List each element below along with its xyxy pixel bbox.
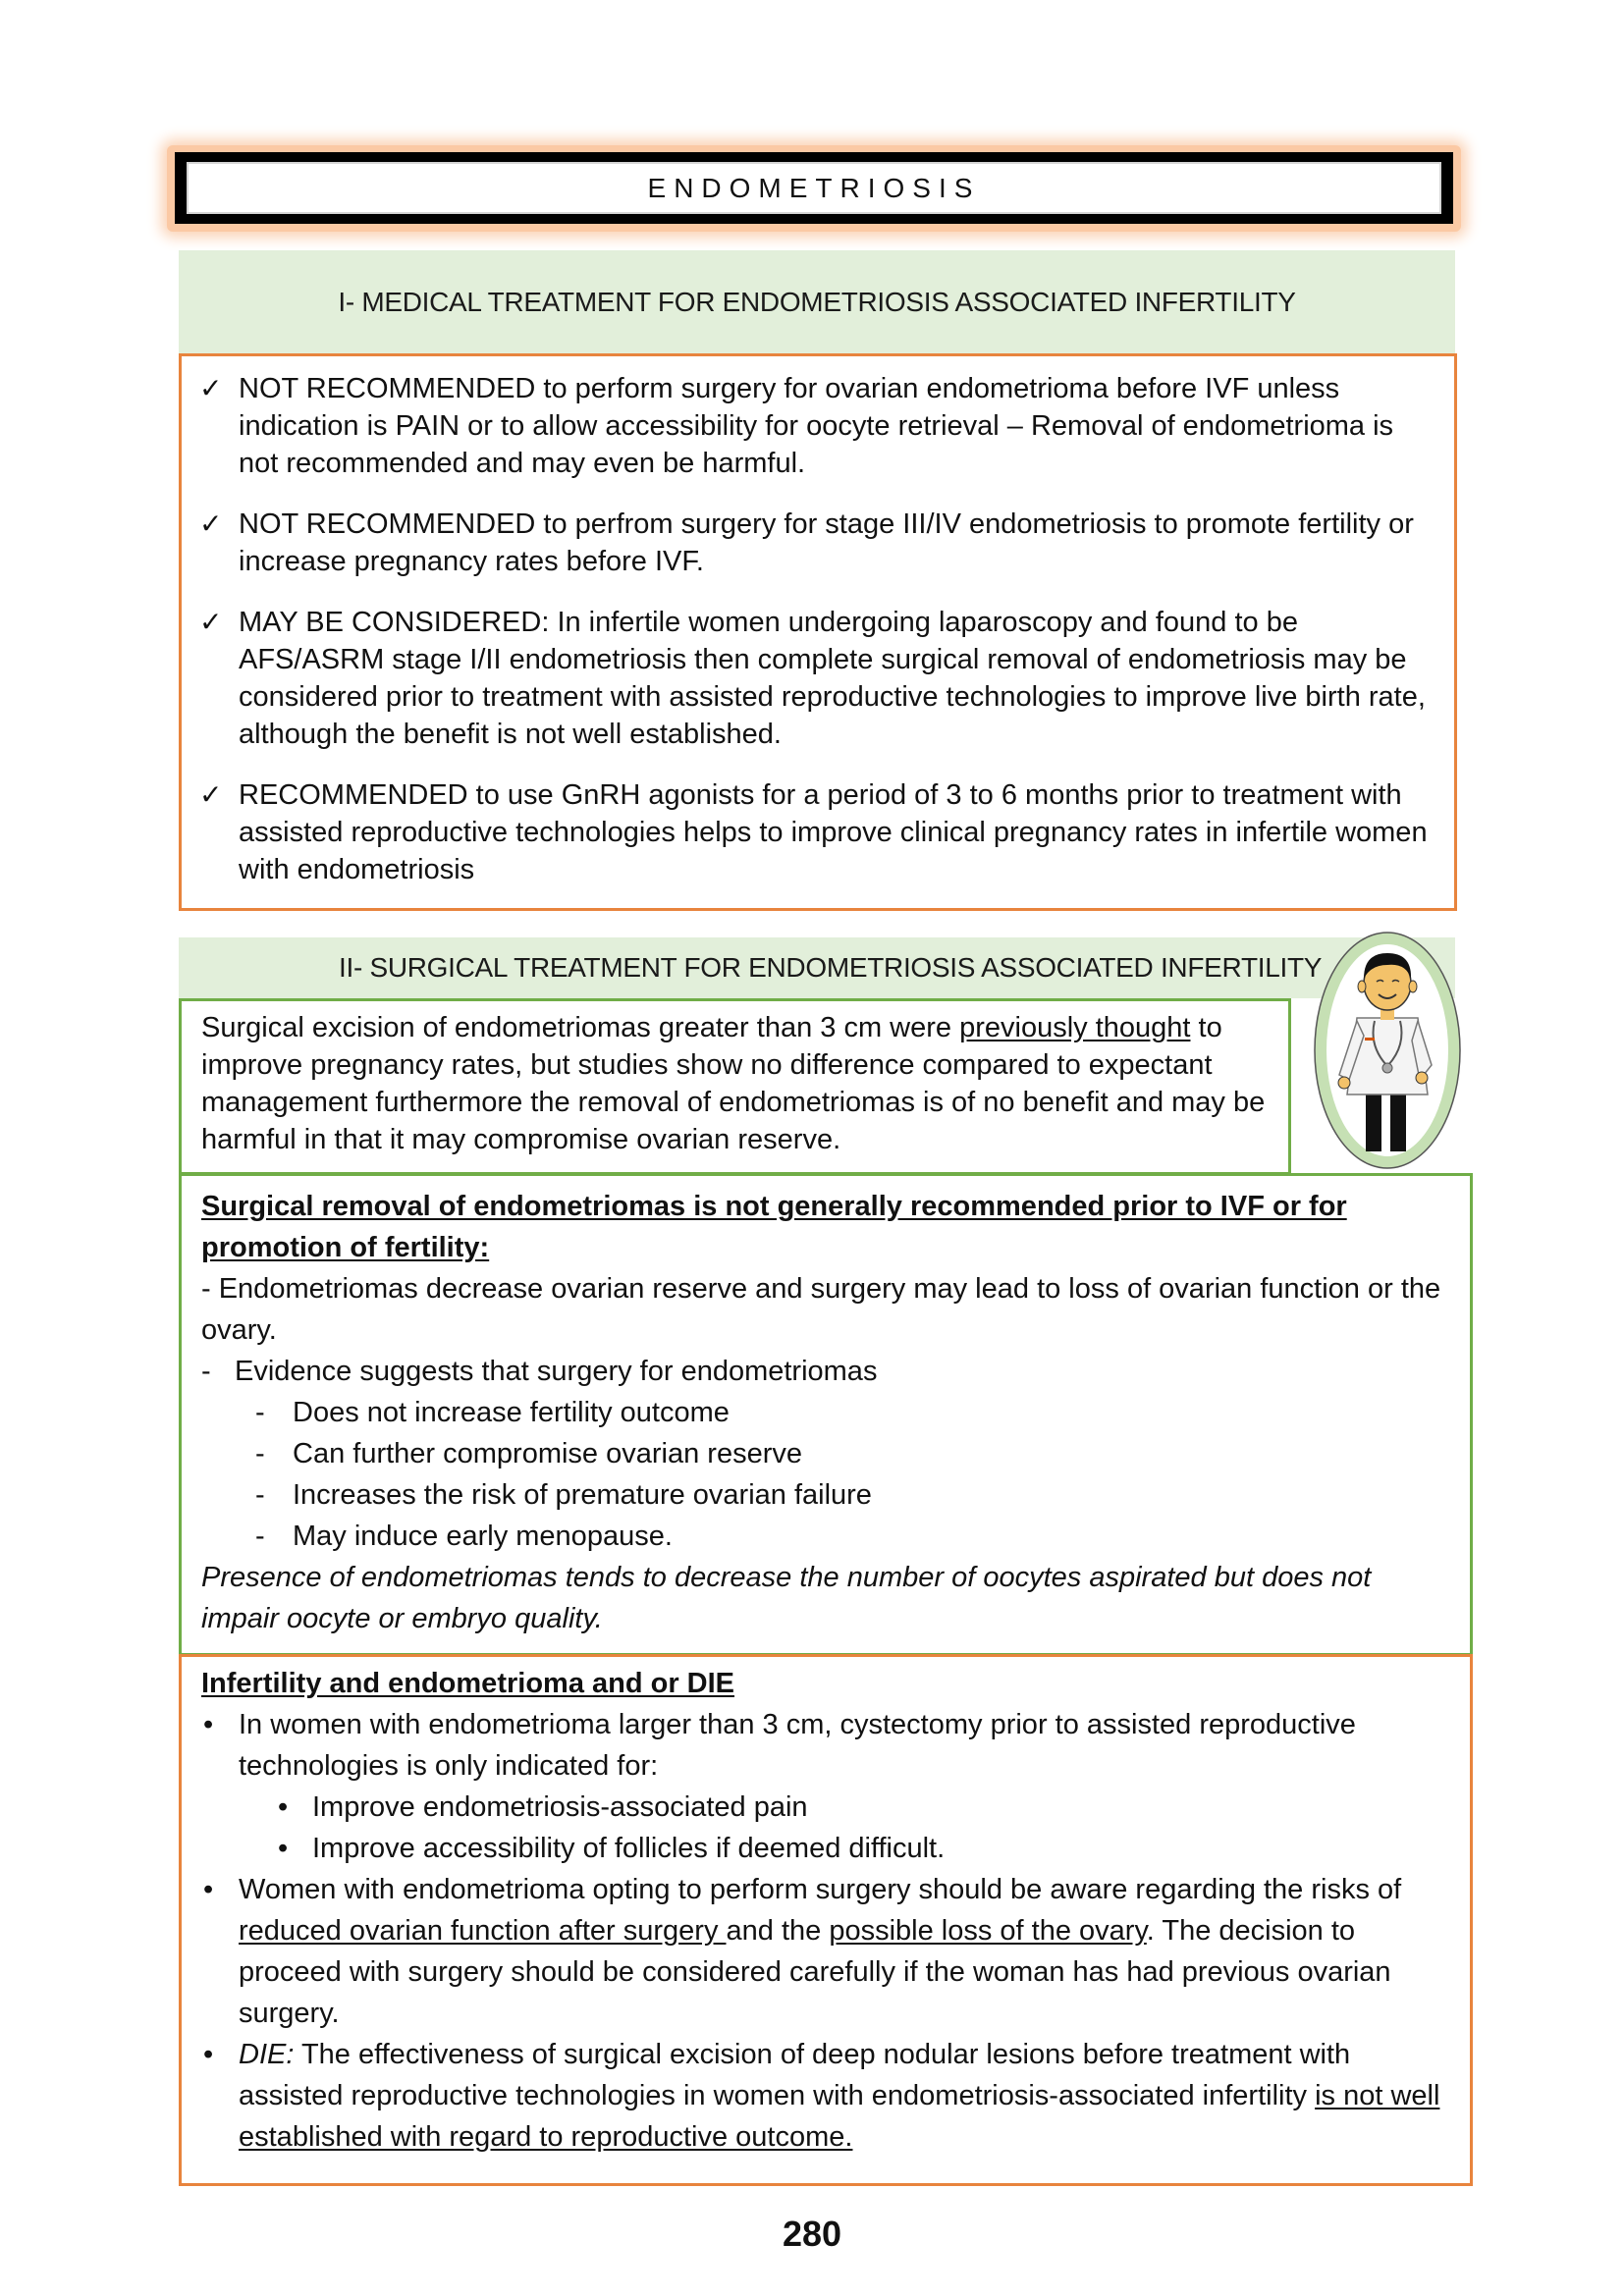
die-heading <box>201 1663 1456 1704</box>
evidence-item <box>201 1392 1456 1433</box>
intro-underlined: previously thought <box>959 1012 1191 1043</box>
dash-icon: - <box>255 1438 265 1469</box>
die-bullet-3 <box>201 2034 1456 2158</box>
dash-icon: - <box>255 1479 265 1511</box>
title-banner <box>175 152 1453 224</box>
bullet-icon: • <box>203 1709 214 1740</box>
evidence-item-text: Can further compromise ovarian reserve <box>293 1438 802 1469</box>
evidence-item-text: Does not increase fertility outcome <box>293 1397 730 1428</box>
dash-icon: - <box>255 1397 265 1428</box>
check-mark-icon: ✓ <box>199 779 223 810</box>
die-underlined-text: reduced ovarian function after surgery <box>239 1915 727 1947</box>
check-mark-icon: ✓ <box>199 508 223 539</box>
evidence-item <box>201 1474 1456 1516</box>
section2-header <box>179 937 1455 998</box>
die-heading-text: Infertility and endometrioma and or DIE <box>201 1668 735 1699</box>
check-mark-icon: ✓ <box>199 607 223 637</box>
page-number: 280 <box>782 2214 842 2254</box>
section1-box <box>179 353 1457 911</box>
evidence-item <box>201 1433 1456 1474</box>
evidence-item-text: May induce early menopause. <box>293 1521 673 1552</box>
die-bullet-1 <box>201 1704 1456 1787</box>
bullet-icon: • <box>278 1833 289 1864</box>
die-bullet-text: In women with endometrioma larger than 3 cm, cystectomy prior to assisted reproductive technologies is only indicated for: <box>239 1709 1356 1782</box>
die-bullet-text: and the <box>726 1915 830 1947</box>
recommendation-text: NOT RECOMMENDED to perform surgery for ovarian endometrioma before IVF unless indication is PAIN or to allow accessibility for oocyte retrieval – Removal of endometrioma is not recommended and may even be harmful. <box>239 373 1394 479</box>
intro-text-cont: to improve pregnancy rates, but studies show no difference compared to expectant management furthermore the removal of endometriomas is of no benefit and may be harmful in that it may compromise ovarian reserve. <box>201 1012 1266 1155</box>
recommendation-item <box>182 604 1435 753</box>
endometrioma-die-box <box>179 1654 1473 2186</box>
intro-box <box>179 998 1291 1175</box>
doctor-illustration-icon <box>1310 928 1465 1173</box>
evidence-item <box>201 1516 1456 1557</box>
section2-header-text: II- SURGICAL TREATMENT FOR ENDOMETRIOSIS ASSOCIATED INFERTILITY <box>339 952 1323 983</box>
die-underlined-text: possible loss of the ovary <box>829 1915 1147 1947</box>
dash-icon: - <box>201 1356 211 1387</box>
removal-heading-text: Surgical removal of endometriomas is not generally recommended prior to IVF or for promotion of fertility: <box>201 1191 1347 1263</box>
evidence-text: Evidence suggests that surgery for endometriomas <box>235 1356 878 1387</box>
removal-heading <box>201 1186 1456 1268</box>
die-bullet-text: The effectiveness of surgical excision of deep nodular lesions before treatment with assisted reproductive technologies in women with endometriosis-associated infertility <box>239 2039 1351 2111</box>
recommendation-text: NOT RECOMMENDED to perfrom surgery for stage III/IV endometriosis to promote fertility or increase pregnancy rates before IVF. <box>239 508 1414 577</box>
page-title: ENDOMETRIOSIS <box>647 172 981 203</box>
title-inner <box>187 162 1441 214</box>
die-sub-bullet-text: Improve endometriosis-associated pain <box>312 1791 808 1823</box>
die-sub-bullet <box>201 1828 1456 1869</box>
die-bullet-text: . The decision to proceed with surgery should be considered carefully if the woman has had previous ovarian surgery. <box>239 1915 1391 2029</box>
bullet-icon: • <box>278 1791 289 1823</box>
recommendation-list <box>182 370 1435 888</box>
removal-note: Presence of endometriomas tends to decrease the number of oocytes aspirated but does not impair oocyte or embryo quality. <box>201 1562 1372 1634</box>
die-label: DIE: <box>239 2039 295 2070</box>
removal-line2 <box>201 1351 1456 1392</box>
evidence-item-text: Increases the risk of premature ovarian failure <box>293 1479 872 1511</box>
intro-text: Surgical excision of endometriomas greater than 3 cm were <box>201 1012 960 1043</box>
die-sub-bullet-text: Improve accessibility of follicles if deemed difficult. <box>312 1833 946 1864</box>
bullet-icon: • <box>203 2039 214 2070</box>
recommendation-text: RECOMMENDED to use GnRH agonists for a period of 3 to 6 months prior to treatment with assisted reproductive technologies helps to improve clinical pregnancy rates in infertile women with endometriosis <box>239 779 1428 885</box>
die-underlined-text: is not well established with regard to reproductive outcome. <box>239 2080 1440 2153</box>
section1-header <box>179 250 1455 353</box>
section1-header-text: I- MEDICAL TREATMENT FOR ENDOMETRIOSIS ASSOCIATED INFERTILITY <box>338 286 1296 317</box>
recommendation-item <box>182 776 1435 888</box>
recommendation-item <box>182 506 1435 580</box>
recommendation-text: MAY BE CONSIDERED: In infertile women undergoing laparoscopy and found to be AFS/ASRM stage I/II endometriosis then complete surgical removal of endometriosis may be considered prior to treatment with assisted reproductive technologies to improve live birth rate, although the benefit is not well established. <box>239 607 1426 750</box>
removal-line1: - Endometriomas decrease ovarian reserve and surgery may lead to loss of ovarian function or the ovary. <box>201 1273 1441 1346</box>
check-mark-icon: ✓ <box>199 373 223 403</box>
endometrioma-removal-box <box>179 1173 1473 1656</box>
recommendation-item <box>182 370 1435 482</box>
die-bullet-2 <box>201 1869 1456 2034</box>
dash-icon: - <box>255 1521 265 1552</box>
die-bullet-text: Women with endometrioma opting to perform surgery should be aware regarding the risks of <box>239 1874 1402 1905</box>
die-sub-bullet <box>201 1787 1456 1828</box>
bullet-icon: • <box>203 1874 214 1905</box>
